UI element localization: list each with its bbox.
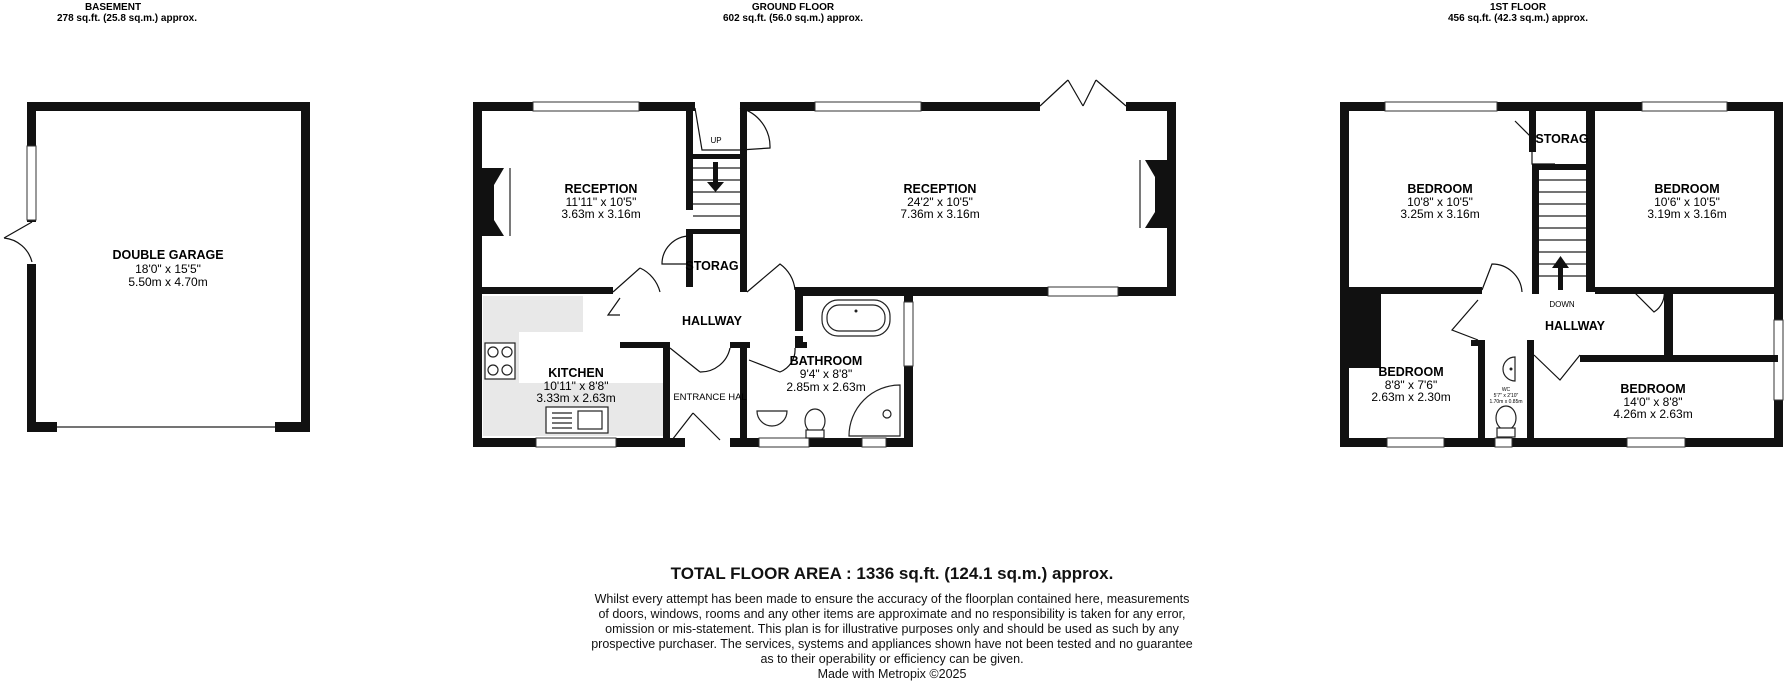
disclaimer-line: omission or mis-statement. This plan is for illustrative purposes only and should be used as such by any xyxy=(605,622,1179,636)
disclaimer-line: Whilst every attempt has been made to ensure the accuracy of the floorplan contained here, measurements xyxy=(594,592,1190,606)
ff-wall-left xyxy=(1340,102,1349,447)
stair-up-arrow-icon xyxy=(707,162,724,192)
bedroom-1-metric: 3.25m x 3.16m xyxy=(1400,207,1480,221)
bathroom-name: BATHROOM xyxy=(789,354,863,368)
bathroom-toilet-icon xyxy=(805,409,825,433)
gf-wall-stair-bottom xyxy=(690,229,745,234)
reception-left-name: RECEPTION xyxy=(564,182,638,196)
bedroom-1-name: BEDROOM xyxy=(1407,182,1473,196)
wc-toilet-icon xyxy=(1496,406,1516,430)
bedroom-2-metric: 3.19m x 3.16m xyxy=(1647,207,1727,221)
reception-left-imperial: 11'11" x 10'5" xyxy=(565,195,637,209)
gf-wall-kitchen-right xyxy=(663,342,670,442)
reception-right-metric: 7.36m x 3.16m xyxy=(900,207,980,221)
ff-window-bedroom-4 xyxy=(1627,438,1685,447)
bedroom-3-metric: 2.63m x 2.30m xyxy=(1371,390,1451,404)
ff-wall-storage-bottom xyxy=(1532,164,1592,170)
basement-plan xyxy=(4,102,310,432)
basement-area: 278 sq.ft. (25.8 sq.m.) approx. xyxy=(56,13,198,24)
ground-floor-plan xyxy=(473,80,1176,447)
ff-wall-bed2-bottom-stub xyxy=(1614,287,1634,294)
ground-floor-title: GROUND FLOOR xyxy=(751,2,835,13)
garage-wall-top xyxy=(27,102,310,111)
ff-chimney-edge xyxy=(1374,294,1381,368)
gf-wall-bath-top xyxy=(795,342,807,348)
gf-window-bathroom-small xyxy=(862,438,886,447)
first-floor-area: 456 sq.ft. (42.3 sq.m.) approx. xyxy=(1447,13,1589,24)
gf-wall-storage-left xyxy=(686,229,693,287)
door-reception-left-icon xyxy=(613,268,660,292)
gf-wall-reception-kitchen xyxy=(473,287,613,294)
wc-metric: 1.70m x 0.85m xyxy=(1489,399,1523,405)
gf-wall-left xyxy=(473,102,482,447)
door-reception-hall-icon xyxy=(747,264,795,292)
ff-stairs-label: DOWN xyxy=(1549,300,1575,309)
door-kitchen-icon xyxy=(608,298,620,315)
credit: Made with Metropix ©2025 xyxy=(817,667,967,681)
ff-hallway-label: HALLWAY xyxy=(1545,319,1605,333)
gf-hallway-label: HALLWAY xyxy=(682,314,742,328)
ff-wall-bed1-bottom xyxy=(1340,287,1482,294)
door-bathroom-icon xyxy=(749,348,795,372)
garage-side-door-gap xyxy=(26,222,37,264)
garage-window xyxy=(27,146,36,220)
gf-window-bathroom xyxy=(759,438,809,447)
bedroom-4-metric: 4.26m x 2.63m xyxy=(1613,407,1693,421)
bedroom-4-imperial: 14'0" x 8'8" xyxy=(1623,395,1683,409)
door-bed1-icon xyxy=(1482,264,1522,292)
kitchen-metric: 3.33m x 2.63m xyxy=(536,391,616,405)
bedroom-2-imperial: 10'6" x 10'5" xyxy=(1654,195,1720,209)
disclaimer-line: prospective purchaser. The services, systems and appliances shown have not been tested and no guarantee xyxy=(591,637,1193,651)
kitchen-name: KITCHEN xyxy=(548,366,604,380)
fireplace-left-icon xyxy=(482,168,504,236)
gf-window-reception-bottom xyxy=(1048,287,1118,296)
bedroom-2-name: BEDROOM xyxy=(1654,182,1720,196)
door-front-icon xyxy=(672,413,720,440)
bathroom-imperial: 9'4" x 8'8" xyxy=(799,367,853,381)
gf-window-kitchen xyxy=(536,438,616,447)
door-hall-entrance-icon xyxy=(670,348,730,372)
ff-wall-bed4-top xyxy=(1580,355,1778,362)
gf-wall-reception-bottom xyxy=(795,287,1176,296)
french-doors-icon xyxy=(1040,80,1126,106)
door-bed4-icon xyxy=(1534,355,1580,380)
ff-storage-label: STORAG xyxy=(1535,132,1589,146)
gf-wall-kitchen-top xyxy=(620,342,670,348)
garage-name: DOUBLE GARAGE xyxy=(112,248,224,262)
garage-wall-bottom-left xyxy=(27,422,57,432)
floorplan-footer xyxy=(0,564,1784,682)
ff-window-bedroom-2 xyxy=(1642,102,1727,111)
gf-wall-stair-top xyxy=(690,154,745,159)
bedroom-3-imperial: 8'8" x 7'6" xyxy=(1384,378,1438,392)
stair-down-arrow-icon xyxy=(1552,256,1569,290)
ff-wall-wc-right xyxy=(1527,340,1534,447)
garage-metric: 5.50m x 4.70m xyxy=(128,275,208,289)
gf-window-bathroom-side xyxy=(904,302,913,366)
bathroom-metric: 2.85m x 2.63m xyxy=(786,380,866,394)
wc-basin-icon xyxy=(1503,357,1515,381)
ground-floor-area: 602 sq.ft. (56.0 sq.m.) approx. xyxy=(722,13,864,24)
reception-right-name: RECEPTION xyxy=(903,182,977,196)
garage-wall-right xyxy=(301,102,310,432)
gf-storage-label: STORAG xyxy=(685,259,739,273)
ff-wall-bed4-left-upper xyxy=(1664,287,1673,357)
garage-imperial: 18'0" x 15'5" xyxy=(135,262,201,276)
total-floor-area: TOTAL FLOOR AREA : 1336 sq.ft. (124.1 sq.m.) approx. xyxy=(670,564,1114,583)
gf-wall-stair-right xyxy=(740,102,747,292)
ff-window-bedroom-1 xyxy=(1385,102,1497,111)
ff-window-bedroom-3 xyxy=(1387,438,1444,447)
reception-left-metric: 3.63m x 3.16m xyxy=(561,207,641,221)
disclaimer xyxy=(562,592,1222,682)
ff-wall-storage-left-top xyxy=(1529,102,1536,124)
ff-wall-bed3-right xyxy=(1478,340,1485,447)
first-floor-title: 1ST FLOOR xyxy=(1489,2,1547,13)
ff-wall-stair-right xyxy=(1586,102,1595,292)
ff-wall-wc-top-left xyxy=(1471,340,1485,346)
disclaimer-line: as to their operability or efficiency can be given. xyxy=(760,652,1024,666)
door-bed3-icon xyxy=(1452,300,1478,340)
wc-name: WC xyxy=(1501,387,1511,393)
reception-right-imperial: 24'2" x 10'5" xyxy=(907,195,973,209)
entrance-hall-label: ENTRANCE HAL xyxy=(673,392,747,403)
gf-window-reception-right xyxy=(815,102,921,111)
kitchen-imperial: 10'11" x 8'8" xyxy=(543,379,609,393)
gf-window-reception-left xyxy=(533,102,639,111)
bathroom-basin-icon xyxy=(757,411,787,426)
basement-title: BASEMENT xyxy=(84,2,142,13)
bedroom-3-name: BEDROOM xyxy=(1378,365,1444,379)
wc-imperial: 5'7" x 2'10" xyxy=(1493,393,1519,399)
fireplace-right-icon xyxy=(1145,160,1167,228)
ff-window-wc xyxy=(1495,438,1512,447)
first-floor-plan xyxy=(1340,102,1783,447)
ff-wall-stair-left xyxy=(1532,164,1539,294)
gf-stairs-label: UP xyxy=(710,136,722,145)
gf-wall-right xyxy=(1167,102,1176,296)
bedroom-1-imperial: 10'8" x 10'5" xyxy=(1407,195,1473,209)
disclaimer-line: of doors, windows, rooms and any other items are approximate and no responsibility is taken for any error, xyxy=(598,607,1186,621)
garage-wall-bottom-right xyxy=(275,422,310,432)
bedroom-4-name: BEDROOM xyxy=(1620,382,1686,396)
